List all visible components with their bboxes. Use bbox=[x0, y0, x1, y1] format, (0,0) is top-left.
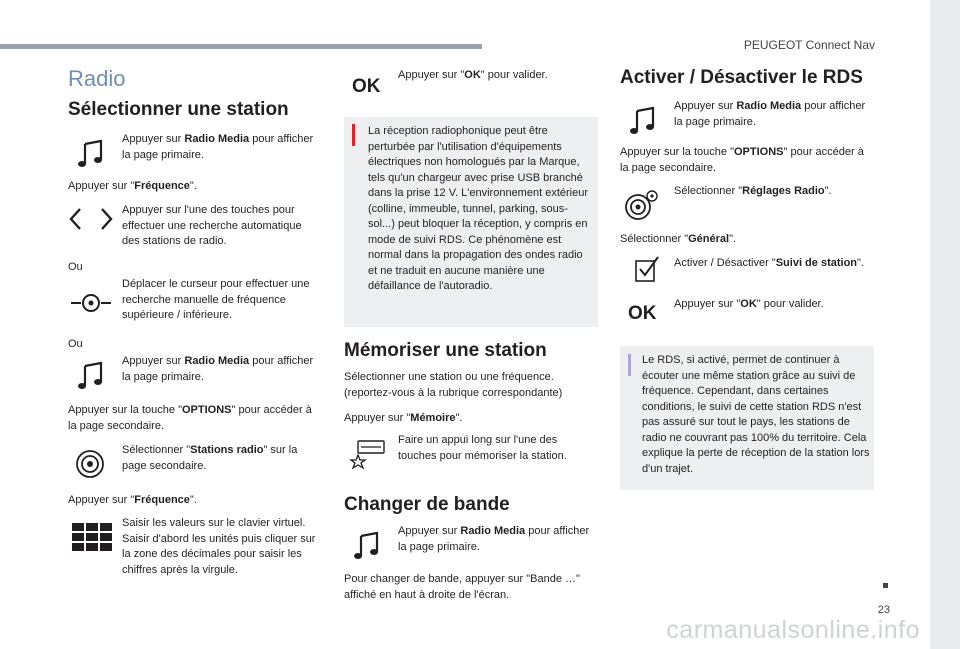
rds-radio-media: Appuyer sur Radio Media pour afficher la page primaire. bbox=[674, 100, 866, 128]
favorite-star-icon bbox=[348, 437, 388, 471]
rds-settings: Sélectionner "Réglages Radio". bbox=[674, 185, 832, 197]
or-label-2: Ou bbox=[68, 338, 83, 350]
music-note-icon bbox=[72, 136, 112, 170]
step-options: Appuyer sur la touche "OPTIONS" pour accéder à la page secondaire. bbox=[68, 404, 312, 432]
header-rule bbox=[0, 44, 482, 49]
ok-icon: OK bbox=[352, 76, 381, 97]
step-stations-radio: Sélectionner "Stations radio" sur la page secondaire. bbox=[122, 444, 298, 472]
step-keypad bbox=[122, 516, 322, 578]
heading-select-station: Sélectionner une station bbox=[68, 99, 289, 120]
watermark: carmanualsonline.info bbox=[666, 616, 920, 644]
step-keypad-line2: Saisir d'abord les unités puis cliquer sur la zone des décimales pour saisir les chiffres après la virgule. bbox=[122, 532, 316, 576]
band-radio-media: Appuyer sur Radio Media pour afficher la page primaire. bbox=[398, 525, 590, 553]
rds-general: Sélectionner "Général". bbox=[620, 233, 737, 245]
step-manual-search: Déplacer le curseur pour effectuer une recherche manuelle de fréquence supérieure / inférieure. bbox=[122, 278, 310, 321]
rds-toggle: Activer / Désactiver "Suivi de station". bbox=[674, 257, 864, 269]
step-auto-search: Appuyer sur l'une des touches pour effectuer une recherche automatique des stations de radio. bbox=[122, 204, 302, 247]
side-tab bbox=[930, 0, 960, 649]
step-radio-media-2: Appuyer sur Radio Media pour afficher la page primaire. bbox=[122, 355, 314, 383]
rds-options: Appuyer sur la touche "OPTIONS" pour accéder à la page secondaire. bbox=[620, 146, 864, 174]
brand-title: PEUGEOT Connect Nav bbox=[743, 38, 875, 52]
section-title: Radio bbox=[68, 66, 126, 91]
music-note-icon bbox=[348, 528, 388, 562]
keypad-icon bbox=[70, 520, 114, 554]
checkbox-icon bbox=[626, 253, 666, 287]
step-frequence-2: Appuyer sur "Fréquence". bbox=[68, 494, 197, 506]
heading-memo-station: Mémoriser une station bbox=[344, 340, 547, 361]
chevrons-icon bbox=[66, 202, 116, 236]
memo-press: Appuyer sur "Mémoire". bbox=[344, 412, 463, 424]
info-text: Le RDS, si activé, permet de continuer à écouter une même station grâce au suivi de fréquence. Cependant, dans certaines conditions, le suivi de cette station RDS n'est pas assuré sur tout le pays, les stations de radio ne couvrant pas 100% du territoire. Cela explique la perte de réception de la station lors d'un trajet. bbox=[642, 354, 870, 475]
warning-text: La réception radiophonique peut être perturbée par l'utilisation d'équipements électriques non homologués par la Marque, tels qu'un chargeur avec prise USB branché dans la prise 12 V. L'environnement extérieur (colline, immeuble, tunnel, parking, sous-sol...) peut bloquer la réception, y compris en mode de suivi RDS. Ce phénomène est normal dans la propagation des ondes radio et ne traduit en aucune manière une défaillance de l'autoradio. bbox=[368, 125, 588, 292]
ok-icon: OK bbox=[628, 303, 657, 324]
step-keypad-line1: Saisir les valeurs sur le clavier virtuel. bbox=[122, 517, 306, 529]
page-end-marker bbox=[883, 583, 888, 588]
memo-long-press: Faire un appui long sur l'une des touches pour mémoriser la station. bbox=[398, 434, 567, 462]
radio-settings-icon bbox=[622, 188, 662, 222]
warning-icon bbox=[352, 124, 355, 146]
step-frequence: Appuyer sur "Fréquence". bbox=[68, 180, 197, 192]
band-change: Pour changer de bande, appuyer sur "Bande …" affiché en haut à droite de l'écran. bbox=[344, 573, 580, 601]
info-icon bbox=[628, 354, 631, 376]
memo-select: Sélectionner une station ou une fréquence. (reportez-vous à la rubrique correspondante) bbox=[344, 371, 563, 399]
music-note-icon bbox=[624, 103, 664, 137]
radio-antenna-icon bbox=[72, 447, 112, 481]
or-label-1: Ou bbox=[68, 261, 83, 273]
step-radio-media: Appuyer sur Radio Media pour afficher la page primaire. bbox=[122, 133, 314, 161]
heading-change-band: Changer de bande bbox=[344, 494, 510, 515]
step-ok: Appuyer sur "OK" pour valider. bbox=[398, 69, 548, 81]
heading-rds: Activer / Désactiver le RDS bbox=[620, 67, 863, 88]
music-note-icon bbox=[72, 358, 112, 392]
page-number: 23 bbox=[877, 604, 890, 616]
slider-cursor-icon bbox=[70, 286, 112, 320]
rds-ok: Appuyer sur "OK" pour valider. bbox=[674, 298, 824, 310]
